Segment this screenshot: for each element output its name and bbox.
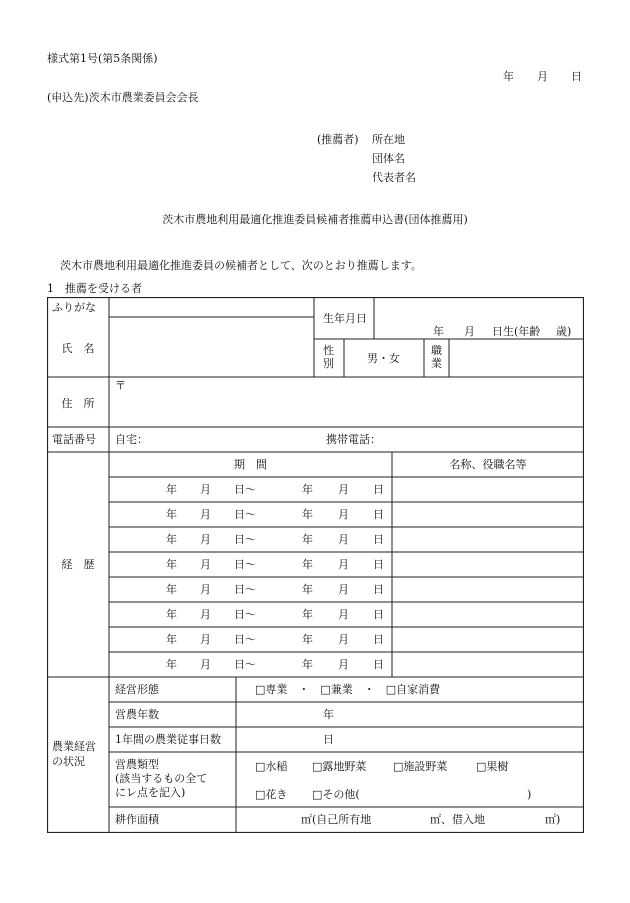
- career-row-7-start-day: 日～: [234, 633, 256, 646]
- career-row-8-end-month: 月: [338, 658, 349, 671]
- gender-label: 性別: [323, 344, 334, 370]
- career-row-5-end-day: 日: [373, 583, 384, 596]
- career-row-7-start-year: 年: [166, 633, 177, 646]
- career-row-3-start-year: 年: [166, 533, 177, 546]
- home-phone-label: 自宅：: [115, 433, 148, 446]
- other-close-paren: ): [527, 788, 532, 801]
- farming-years-unit: 年: [323, 708, 334, 721]
- career-row-2-start-day: 日～: [234, 508, 256, 521]
- birth-day-age-label: 日生(年齢: [492, 325, 541, 338]
- phone-label: 電話番号: [52, 433, 96, 446]
- career-row-1-end-year: 年: [302, 483, 313, 496]
- farming-type-label-line1: 営農類型: [115, 758, 159, 771]
- recommender-label: (推薦者): [317, 133, 359, 146]
- intro-text: 茨木市農地利用最適化推進委員の候補者として、次のとおり推薦します。: [60, 259, 422, 272]
- career-row-6-start-year: 年: [166, 608, 177, 621]
- farming-days-label: 1年間の農業従事日数: [115, 733, 221, 746]
- career-row-5-end-year: 年: [302, 583, 313, 596]
- career-row-1-end-day: 日: [373, 483, 384, 496]
- table-grid: [47, 297, 584, 833]
- farming-type-label-line2: (該当するもの全て: [115, 772, 208, 785]
- career-row-1-end-month: 月: [338, 483, 349, 496]
- farm-status-label-line1: 農業経営: [52, 740, 96, 753]
- name-label: 氏 名: [61, 342, 95, 355]
- career-row-3-start-month: 月: [200, 533, 211, 546]
- career-row-1-start-year: 年: [166, 483, 177, 496]
- candidate-form-table: [47, 297, 584, 833]
- mobile-phone-label: 携帯電話：: [326, 433, 381, 446]
- career-row-6-end-day: 日: [373, 608, 384, 621]
- career-row-8-start-month: 月: [200, 658, 211, 671]
- career-row-6-start-month: 月: [200, 608, 211, 621]
- checkbox-open-field-vegetables[interactable]: □露地野菜: [312, 760, 367, 773]
- area-own-unit: ㎡、借入地: [430, 813, 485, 826]
- area-total-unit: ㎡(自己所有地: [301, 813, 372, 826]
- checkbox-flowers[interactable]: □花き: [255, 788, 288, 801]
- career-row-2-start-year: 年: [166, 508, 177, 521]
- form-number: 様式第1号(第5条関係): [47, 52, 158, 65]
- checkbox-greenhouse-vegetables[interactable]: □施設野菜: [393, 760, 448, 773]
- career-row-3-end-day: 日: [373, 533, 384, 546]
- section-heading: 1 推薦を受ける者: [47, 282, 142, 295]
- management-type-options: □専業 ・ □兼業 ・ □自家消費: [255, 683, 441, 696]
- management-type-label: 経営形態: [115, 683, 159, 696]
- career-row-5-start-day: 日～: [234, 583, 256, 596]
- career-row-2-end-month: 月: [338, 508, 349, 521]
- checkbox-fruit-trees[interactable]: □果樹: [476, 760, 509, 773]
- career-row-3-end-year: 年: [302, 533, 313, 546]
- period-header: 期 間: [234, 458, 267, 471]
- age-unit-label: 歳): [556, 325, 572, 338]
- career-row-5-start-year: 年: [166, 583, 177, 596]
- address-label: 住 所: [61, 397, 95, 410]
- career-row-4-end-month: 月: [338, 558, 349, 571]
- date-month-label: 月: [537, 70, 548, 83]
- career-row-5-start-month: 月: [200, 583, 211, 596]
- recommender-address-label: 所在地: [372, 133, 405, 146]
- career-row-8-start-year: 年: [166, 658, 177, 671]
- career-row-2-start-month: 月: [200, 508, 211, 521]
- furigana-label: ふりがな: [52, 301, 96, 314]
- farming-days-unit: 日: [323, 733, 334, 746]
- document-title: 茨木市農地利用最適化推進委員候補者推薦申込書(団体推薦用): [162, 213, 468, 226]
- career-row-6-end-month: 月: [338, 608, 349, 621]
- checkbox-rice[interactable]: □水稲: [255, 760, 288, 773]
- career-label: 経 歴: [61, 558, 95, 571]
- date-year-label: 年: [503, 70, 514, 83]
- recommender-rep-label: 代表者名: [372, 171, 416, 184]
- career-row-4-start-month: 月: [200, 558, 211, 571]
- career-row-6-end-year: 年: [302, 608, 313, 621]
- career-row-8-end-day: 日: [373, 658, 384, 671]
- career-row-4-start-day: 日～: [234, 558, 256, 571]
- career-row-8-start-day: 日～: [234, 658, 256, 671]
- career-row-4-end-year: 年: [302, 558, 313, 571]
- occupation-label: 職業: [431, 344, 442, 370]
- career-row-2-end-year: 年: [302, 508, 313, 521]
- position-header: 名称、役職名等: [449, 458, 527, 471]
- birth-year-label: 年: [433, 325, 444, 338]
- area-lease-unit: ㎡): [545, 813, 561, 826]
- career-row-3-end-month: 月: [338, 533, 349, 546]
- cultivated-area-label: 耕作面積: [115, 813, 159, 826]
- farm-status-label-line2: の状況: [52, 755, 85, 768]
- career-row-7-end-month: 月: [338, 633, 349, 646]
- career-row-7-end-year: 年: [302, 633, 313, 646]
- birthdate-label: 生年月日: [323, 312, 367, 325]
- career-row-7-start-month: 月: [200, 633, 211, 646]
- career-row-4-end-day: 日: [373, 558, 384, 571]
- career-row-4-start-year: 年: [166, 558, 177, 571]
- career-row-1-start-day: 日～: [234, 483, 256, 496]
- checkbox-other[interactable]: □その他(: [312, 788, 360, 801]
- career-row-7-end-day: 日: [373, 633, 384, 646]
- gender-options: 男・女: [367, 352, 400, 365]
- birth-month-label: 月: [464, 325, 475, 338]
- career-row-6-start-day: 日～: [234, 608, 256, 621]
- career-row-1-start-month: 月: [200, 483, 211, 496]
- date-day-label: 日: [571, 70, 582, 83]
- farming-type-label-line3: にレ点を記入): [115, 786, 186, 799]
- career-row-3-start-day: 日～: [234, 533, 256, 546]
- recommender-org-label: 団体名: [372, 152, 405, 165]
- career-row-5-end-month: 月: [338, 583, 349, 596]
- career-row-2-end-day: 日: [373, 508, 384, 521]
- addressee: (申込先)茨木市農業委員会会長: [47, 91, 199, 104]
- career-row-8-end-year: 年: [302, 658, 313, 671]
- farming-years-label: 営農年数: [115, 708, 159, 721]
- postal-mark: 〒: [115, 379, 126, 392]
